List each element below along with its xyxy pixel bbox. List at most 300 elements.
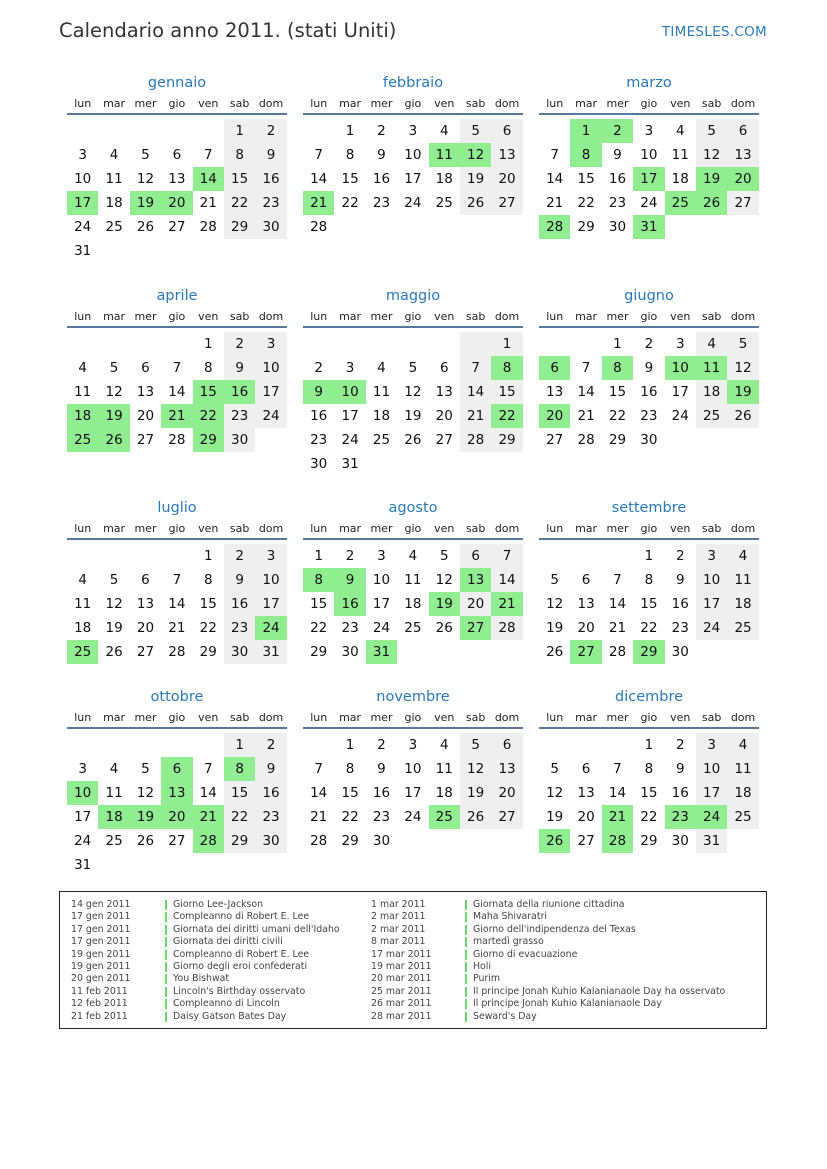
day-cell[interactable]: 20	[491, 781, 522, 805]
holiday-day-cell[interactable]: 28	[193, 829, 224, 853]
day-cell[interactable]: 24	[74, 219, 92, 235]
holiday-day-cell[interactable]: 22	[193, 404, 224, 428]
day-cell[interactable]: 6	[491, 119, 522, 143]
holiday-day-cell[interactable]: 25	[67, 428, 98, 452]
holiday-day-cell[interactable]: 28	[539, 215, 570, 239]
day-cell[interactable]: 6	[581, 572, 591, 588]
holiday-day-cell[interactable]: 22	[491, 404, 522, 428]
holiday-day-cell[interactable]: 31	[366, 640, 397, 664]
day-cell[interactable]: 4	[696, 332, 727, 356]
day-cell[interactable]: 22	[224, 805, 255, 829]
day-cell[interactable]: 16	[608, 171, 627, 187]
day-cell[interactable]: 6	[727, 119, 758, 143]
day-cell[interactable]: 10	[696, 757, 727, 781]
day-cell[interactable]: 16	[640, 384, 658, 400]
day-cell[interactable]: 10	[696, 568, 727, 592]
day-cell[interactable]: 24	[372, 620, 391, 636]
day-cell[interactable]: 3	[255, 544, 286, 568]
day-cell[interactable]: 27	[727, 191, 758, 215]
day-cell[interactable]: 20	[491, 167, 522, 191]
day-cell[interactable]: 12	[136, 785, 155, 801]
holiday-day-cell[interactable]: 21	[193, 805, 224, 829]
day-cell[interactable]: 11	[404, 572, 422, 588]
day-cell[interactable]: 6	[581, 761, 591, 777]
day-cell[interactable]: 6	[172, 147, 182, 163]
day-cell[interactable]: 17	[372, 596, 391, 612]
day-cell[interactable]: 30	[224, 640, 255, 664]
day-cell[interactable]: 14	[491, 568, 522, 592]
holiday-day-cell[interactable]: 25	[665, 191, 696, 215]
holiday-day-cell[interactable]: 27	[460, 616, 491, 640]
day-cell[interactable]: 5	[109, 572, 119, 588]
day-cell[interactable]: 5	[550, 572, 559, 588]
holiday-day-cell[interactable]: 9	[334, 568, 365, 592]
day-cell[interactable]: 4	[675, 123, 685, 139]
day-cell[interactable]: 16	[372, 171, 391, 187]
day-cell[interactable]: 26	[435, 620, 453, 636]
day-cell[interactable]: 16	[224, 592, 255, 616]
day-cell[interactable]: 15	[341, 171, 359, 187]
holiday-day-cell[interactable]: 10	[334, 380, 365, 404]
day-cell[interactable]: 6	[141, 360, 150, 376]
day-cell[interactable]: 16	[310, 408, 328, 424]
day-cell[interactable]: 12	[136, 171, 155, 187]
day-cell[interactable]: 15	[577, 171, 595, 187]
day-cell[interactable]: 4	[109, 761, 119, 777]
day-cell[interactable]: 21	[577, 408, 595, 424]
day-cell[interactable]: 12	[727, 356, 758, 380]
holiday-day-cell[interactable]: 21	[161, 404, 192, 428]
day-cell[interactable]: 9	[675, 572, 685, 588]
day-cell[interactable]: 5	[550, 761, 559, 777]
holiday-day-cell[interactable]: 16	[334, 592, 365, 616]
holiday-day-cell[interactable]: 20	[161, 191, 192, 215]
holiday-day-cell[interactable]: 25	[67, 640, 98, 664]
holiday-day-cell[interactable]: 13	[460, 568, 491, 592]
day-cell[interactable]: 11	[105, 785, 123, 801]
day-cell[interactable]: 15	[199, 596, 217, 612]
day-cell[interactable]: 28	[310, 833, 328, 849]
day-cell[interactable]: 30	[671, 644, 689, 660]
day-cell[interactable]: 7	[613, 761, 622, 777]
holiday-day-cell[interactable]: 26	[98, 428, 129, 452]
day-cell[interactable]: 29	[640, 833, 658, 849]
day-cell[interactable]: 24	[255, 404, 286, 428]
day-cell[interactable]: 23	[224, 616, 255, 640]
day-cell[interactable]: 24	[640, 195, 658, 211]
holiday-day-cell[interactable]: 1	[570, 119, 601, 143]
day-cell[interactable]: 4	[727, 544, 758, 568]
day-cell[interactable]: 17	[255, 380, 286, 404]
holiday-day-cell[interactable]: 17	[633, 167, 664, 191]
day-cell[interactable]: 8	[644, 761, 654, 777]
holiday-day-cell[interactable]: 15	[193, 380, 224, 404]
day-cell[interactable]: 22	[341, 195, 359, 211]
day-cell[interactable]: 10	[404, 147, 422, 163]
day-cell[interactable]: 22	[224, 191, 255, 215]
day-cell[interactable]: 1	[644, 737, 654, 753]
day-cell[interactable]: 7	[613, 572, 622, 588]
day-cell[interactable]: 1	[345, 123, 355, 139]
day-cell[interactable]: 26	[546, 644, 564, 660]
day-cell[interactable]: 5	[460, 733, 491, 757]
day-cell[interactable]: 18	[727, 592, 758, 616]
day-cell[interactable]: 20	[577, 809, 595, 825]
day-cell[interactable]: 10	[74, 171, 92, 187]
day-cell[interactable]: 18	[404, 596, 422, 612]
day-cell[interactable]: 21	[310, 809, 328, 825]
day-cell[interactable]: 29	[341, 833, 359, 849]
day-cell[interactable]: 21	[546, 195, 564, 211]
holiday-day-cell[interactable]: 29	[633, 640, 664, 664]
day-cell[interactable]: 11	[727, 757, 758, 781]
day-cell[interactable]: 14	[199, 785, 217, 801]
day-cell[interactable]: 24	[696, 616, 727, 640]
day-cell[interactable]: 16	[372, 785, 391, 801]
day-cell[interactable]: 13	[546, 384, 564, 400]
day-cell[interactable]: 16	[671, 596, 689, 612]
day-cell[interactable]: 2	[377, 123, 386, 139]
day-cell[interactable]: 17	[696, 592, 727, 616]
day-cell[interactable]: 5	[696, 119, 727, 143]
day-cell[interactable]: 27	[546, 432, 564, 448]
holiday-day-cell[interactable]: 6	[539, 356, 570, 380]
day-cell[interactable]: 14	[310, 785, 328, 801]
day-cell[interactable]: 12	[435, 572, 453, 588]
day-cell[interactable]: 15	[310, 596, 328, 612]
day-cell[interactable]: 25	[105, 833, 123, 849]
day-cell[interactable]: 2	[377, 737, 386, 753]
day-cell[interactable]: 15	[608, 384, 627, 400]
holiday-day-cell[interactable]: 20	[161, 805, 192, 829]
day-cell[interactable]: 19	[404, 408, 422, 424]
day-cell[interactable]: 17	[404, 171, 422, 187]
day-cell[interactable]: 28	[608, 644, 627, 660]
day-cell[interactable]: 19	[460, 167, 491, 191]
day-cell[interactable]: 3	[377, 548, 386, 564]
day-cell[interactable]: 28	[491, 616, 522, 640]
day-cell[interactable]: 31	[341, 456, 359, 472]
day-cell[interactable]: 20	[435, 408, 453, 424]
day-cell[interactable]: 7	[314, 147, 323, 163]
day-cell[interactable]: 30	[671, 833, 689, 849]
day-cell[interactable]: 28	[168, 432, 186, 448]
holiday-day-cell[interactable]: 26	[696, 191, 727, 215]
day-cell[interactable]: 17	[671, 384, 689, 400]
day-cell[interactable]: 1	[644, 548, 654, 564]
day-cell[interactable]: 2	[224, 332, 255, 356]
day-cell[interactable]: 11	[435, 761, 453, 777]
day-cell[interactable]: 23	[255, 805, 286, 829]
day-cell[interactable]: 23	[310, 432, 328, 448]
holiday-day-cell[interactable]: 10	[67, 781, 98, 805]
day-cell[interactable]: 15	[224, 167, 255, 191]
day-cell[interactable]: 8	[203, 360, 213, 376]
day-cell[interactable]: 9	[644, 360, 654, 376]
day-cell[interactable]: 9	[377, 761, 386, 777]
day-cell[interactable]: 24	[74, 833, 92, 849]
holiday-day-cell[interactable]: 17	[67, 191, 98, 215]
day-cell[interactable]: 13	[577, 785, 595, 801]
day-cell[interactable]: 13	[577, 596, 595, 612]
day-cell[interactable]: 17	[696, 781, 727, 805]
day-cell[interactable]: 25	[105, 219, 123, 235]
day-cell[interactable]: 9	[377, 147, 386, 163]
day-cell[interactable]: 14	[168, 596, 186, 612]
holiday-day-cell[interactable]: 2	[602, 119, 633, 143]
holiday-day-cell[interactable]: 14	[193, 167, 224, 191]
day-cell[interactable]: 7	[172, 360, 182, 376]
day-cell[interactable]: 26	[727, 404, 758, 428]
day-cell[interactable]: 7	[550, 147, 559, 163]
holiday-day-cell[interactable]: 12	[460, 143, 491, 167]
day-cell[interactable]: 5	[460, 119, 491, 143]
day-cell[interactable]: 23	[671, 620, 689, 636]
day-cell[interactable]: 29	[199, 644, 217, 660]
day-cell[interactable]: 5	[439, 548, 449, 564]
day-cell[interactable]: 3	[78, 761, 87, 777]
day-cell[interactable]: 10	[640, 147, 658, 163]
day-cell[interactable]: 25	[404, 620, 422, 636]
day-cell[interactable]: 27	[168, 219, 186, 235]
day-cell[interactable]: 23	[255, 191, 286, 215]
day-cell[interactable]: 29	[224, 215, 255, 239]
day-cell[interactable]: 8	[345, 147, 355, 163]
day-cell[interactable]: 18	[105, 195, 123, 211]
day-cell[interactable]: 30	[608, 219, 627, 235]
day-cell[interactable]: 14	[168, 384, 186, 400]
holiday-day-cell[interactable]: 11	[696, 356, 727, 380]
day-cell[interactable]: 14	[546, 171, 564, 187]
day-cell[interactable]: 11	[74, 596, 92, 612]
day-cell[interactable]: 11	[105, 171, 123, 187]
day-cell[interactable]: 14	[577, 384, 595, 400]
day-cell[interactable]: 24	[404, 195, 422, 211]
day-cell[interactable]: 4	[78, 360, 87, 376]
day-cell[interactable]: 7	[460, 356, 491, 380]
day-cell[interactable]: 18	[372, 408, 391, 424]
day-cell[interactable]: 30	[224, 428, 255, 452]
day-cell[interactable]: 11	[671, 147, 689, 163]
day-cell[interactable]: 25	[727, 805, 758, 829]
day-cell[interactable]: 15	[491, 380, 522, 404]
day-cell[interactable]: 22	[310, 620, 328, 636]
day-cell[interactable]: 27	[168, 833, 186, 849]
holiday-day-cell[interactable]: 19	[696, 167, 727, 191]
day-cell[interactable]: 25	[727, 616, 758, 640]
day-cell[interactable]: 28	[460, 428, 491, 452]
day-cell[interactable]: 19	[105, 620, 123, 636]
day-cell[interactable]: 27	[136, 432, 155, 448]
day-cell[interactable]: 21	[460, 404, 491, 428]
holiday-day-cell[interactable]: 24	[255, 616, 286, 640]
day-cell[interactable]: 18	[671, 171, 689, 187]
day-cell[interactable]: 4	[408, 548, 418, 564]
day-cell[interactable]: 12	[546, 785, 564, 801]
day-cell[interactable]: 17	[404, 785, 422, 801]
day-cell[interactable]: 10	[372, 572, 391, 588]
day-cell[interactable]: 10	[255, 568, 286, 592]
day-cell[interactable]: 14	[608, 785, 627, 801]
day-cell[interactable]: 21	[168, 620, 186, 636]
day-cell[interactable]: 8	[203, 572, 213, 588]
holiday-day-cell[interactable]: 20	[727, 167, 758, 191]
day-cell[interactable]: 2	[314, 360, 323, 376]
day-cell[interactable]: 22	[577, 195, 595, 211]
holiday-day-cell[interactable]: 18	[98, 805, 129, 829]
holiday-day-cell[interactable]: 16	[224, 380, 255, 404]
day-cell[interactable]: 5	[109, 360, 119, 376]
day-cell[interactable]: 16	[255, 781, 286, 805]
holiday-day-cell[interactable]: 29	[193, 428, 224, 452]
day-cell[interactable]: 4	[109, 147, 119, 163]
day-cell[interactable]: 12	[404, 384, 422, 400]
day-cell[interactable]: 17	[255, 592, 286, 616]
day-cell[interactable]: 4	[727, 733, 758, 757]
day-cell[interactable]: 13	[435, 384, 453, 400]
day-cell[interactable]: 4	[439, 123, 449, 139]
day-cell[interactable]: 23	[372, 809, 391, 825]
day-cell[interactable]: 22	[640, 620, 658, 636]
day-cell[interactable]: 30	[372, 833, 391, 849]
day-cell[interactable]: 18	[696, 380, 727, 404]
holiday-day-cell[interactable]: 8	[602, 356, 633, 380]
day-cell[interactable]: 23	[608, 195, 627, 211]
day-cell[interactable]: 13	[168, 171, 186, 187]
day-cell[interactable]: 19	[460, 781, 491, 805]
day-cell[interactable]: 1	[491, 332, 522, 356]
day-cell[interactable]: 12	[105, 384, 123, 400]
day-cell[interactable]: 7	[491, 544, 522, 568]
day-cell[interactable]: 9	[255, 757, 286, 781]
day-cell[interactable]: 7	[203, 761, 213, 777]
day-cell[interactable]: 26	[105, 644, 123, 660]
day-cell[interactable]: 24	[341, 432, 359, 448]
day-cell[interactable]: 23	[372, 195, 391, 211]
day-cell[interactable]: 23	[640, 408, 658, 424]
day-cell[interactable]: 10	[404, 761, 422, 777]
day-cell[interactable]: 30	[255, 215, 286, 239]
day-cell[interactable]: 14	[460, 380, 491, 404]
day-cell[interactable]: 6	[141, 572, 150, 588]
day-cell[interactable]: 31	[255, 640, 286, 664]
day-cell[interactable]: 29	[608, 432, 627, 448]
day-cell[interactable]: 7	[203, 147, 213, 163]
day-cell[interactable]: 31	[74, 857, 92, 873]
day-cell[interactable]: 30	[310, 456, 328, 472]
day-cell[interactable]: 18	[435, 171, 453, 187]
day-cell[interactable]: 6	[491, 733, 522, 757]
day-cell[interactable]: 14	[608, 596, 627, 612]
day-cell[interactable]: 27	[136, 644, 155, 660]
day-cell[interactable]: 5	[408, 360, 418, 376]
day-cell[interactable]: 27	[491, 805, 522, 829]
day-cell[interactable]: 12	[696, 143, 727, 167]
day-cell[interactable]: 2	[255, 119, 286, 143]
day-cell[interactable]: 24	[404, 809, 422, 825]
day-cell[interactable]: 2	[644, 336, 654, 352]
day-cell[interactable]: 20	[460, 592, 491, 616]
day-cell[interactable]: 22	[199, 620, 217, 636]
day-cell[interactable]: 13	[491, 757, 522, 781]
day-cell[interactable]: 20	[136, 620, 155, 636]
day-cell[interactable]: 13	[136, 596, 155, 612]
day-cell[interactable]: 10	[255, 356, 286, 380]
day-cell[interactable]: 15	[640, 596, 658, 612]
day-cell[interactable]: 23	[341, 620, 359, 636]
day-cell[interactable]: 3	[696, 544, 727, 568]
day-cell[interactable]: 13	[491, 143, 522, 167]
day-cell[interactable]: 31	[74, 243, 92, 259]
day-cell[interactable]: 15	[341, 785, 359, 801]
day-cell[interactable]: 22	[640, 809, 658, 825]
day-cell[interactable]: 21	[199, 195, 217, 211]
day-cell[interactable]: 1	[345, 737, 355, 753]
holiday-day-cell[interactable]: 8	[224, 757, 255, 781]
day-cell[interactable]: 27	[491, 191, 522, 215]
day-cell[interactable]: 9	[224, 568, 255, 592]
day-cell[interactable]: 1	[613, 336, 622, 352]
day-cell[interactable]: 29	[310, 644, 328, 660]
holiday-day-cell[interactable]: 31	[633, 215, 664, 239]
day-cell[interactable]: 4	[439, 737, 449, 753]
day-cell[interactable]: 8	[345, 761, 355, 777]
day-cell[interactable]: 12	[105, 596, 123, 612]
holiday-day-cell[interactable]: 21	[303, 191, 334, 215]
holiday-day-cell[interactable]: 11	[429, 143, 460, 167]
day-cell[interactable]: 9	[255, 143, 286, 167]
day-cell[interactable]: 27	[435, 432, 453, 448]
day-cell[interactable]: 18	[74, 620, 92, 636]
day-cell[interactable]: 13	[136, 384, 155, 400]
holiday-day-cell[interactable]: 19	[130, 805, 161, 829]
day-cell[interactable]: 3	[696, 733, 727, 757]
day-cell[interactable]: 2	[255, 733, 286, 757]
day-cell[interactable]: 2	[675, 548, 685, 564]
holiday-day-cell[interactable]: 28	[602, 829, 633, 853]
day-cell[interactable]: 3	[255, 332, 286, 356]
day-cell[interactable]: 2	[345, 548, 355, 564]
holiday-day-cell[interactable]: 20	[539, 404, 570, 428]
day-cell[interactable]: 23	[224, 404, 255, 428]
day-cell[interactable]: 11	[727, 568, 758, 592]
day-cell[interactable]: 5	[727, 332, 758, 356]
day-cell[interactable]: 3	[408, 737, 418, 753]
day-cell[interactable]: 26	[404, 432, 422, 448]
day-cell[interactable]: 29	[224, 829, 255, 853]
holiday-day-cell[interactable]: 6	[161, 757, 192, 781]
brand-logo[interactable]: TIMESLES.COM	[661, 24, 767, 40]
holiday-day-cell[interactable]: 8	[303, 568, 334, 592]
day-cell[interactable]: 28	[199, 219, 217, 235]
holiday-day-cell[interactable]: 21	[602, 805, 633, 829]
day-cell[interactable]: 17	[74, 809, 92, 825]
holiday-day-cell[interactable]: 18	[67, 404, 98, 428]
day-cell[interactable]: 11	[74, 384, 92, 400]
holiday-day-cell[interactable]: 19	[727, 380, 758, 404]
day-cell[interactable]: 8	[224, 143, 255, 167]
day-cell[interactable]: 2	[224, 544, 255, 568]
day-cell[interactable]: 29	[491, 428, 522, 452]
day-cell[interactable]: 26	[136, 833, 155, 849]
day-cell[interactable]: 3	[644, 123, 654, 139]
day-cell[interactable]: 14	[310, 171, 328, 187]
day-cell[interactable]: 18	[435, 785, 453, 801]
day-cell[interactable]: 18	[727, 781, 758, 805]
day-cell[interactable]: 2	[675, 737, 685, 753]
day-cell[interactable]: 9	[613, 147, 622, 163]
day-cell[interactable]: 3	[345, 360, 355, 376]
